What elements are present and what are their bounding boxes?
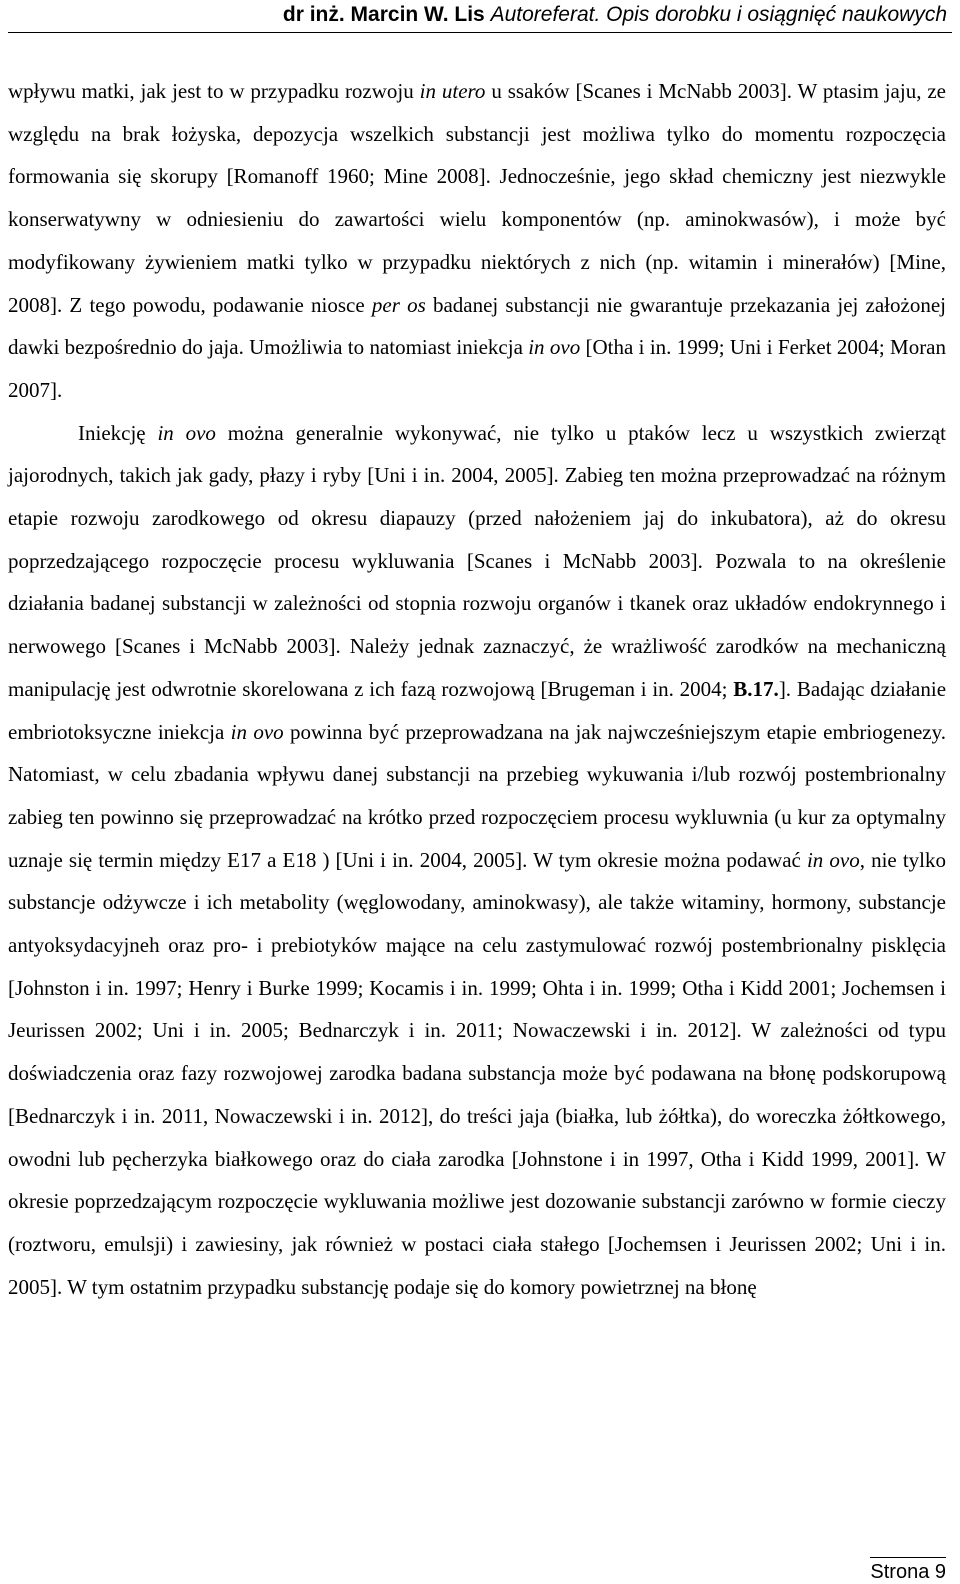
page-body [8,70,946,1308]
running-header [283,2,947,28]
italic-term: in utero [419,79,486,103]
text-run: można generalnie wykonywać, nie tylko u ptaków lecz u wszystkich zwierząt jajorodnych, takich jak gady, płazy i ryby [Uni i in. 2004, 2005]. Zabieg ten można przeprowadzać na różnym etapie rozwoju zarodkowego od okresu diapauzy (przed nałożeniem jaj do inkubatora), aż do okresu poprzedzającego rozpoczęcie procesu wykluwania [Scanes i McNabb 2003]. Pozwala to na określenie działania badanej substancji w zależności od stopnia rozwoju organów i tkanek oraz układów endokrynnego i nerwowego [Scanes i McNabb 2003]. Należy jednak zaznaczyć, że wrażliwość zarodków na mechaniczną manipulację jest odwrotnie skorelowana z ich fazą rozwojową [Brugeman i in. 2004; [8,420,946,701]
paragraph-2 [8,412,946,1309]
text-run: , nie tylko substancje odżywcze i ich metabolity (węglowodany, aminokwasy), ale także witaminy, hormony, substancje antyoksydacyjneh oraz pro- i prebiotyków mające na celu zastymulować rozwój postembrionalny pisklęcia [Johnston i in. 1997; Henry i Burke 1999; Kocamis i in. 1999; Ohta i in. 1999; Otha i Kidd 2001; Jochemsen i Jeurissen 2002; Uni i in. 2005; Bednarczyk i in. 2011; Nowaczewski i in. 2012]. W zależności od typu doświadczenia oraz fazy rozwojowej zarodka badana substancja może być podawana na błonę podskorupową [Bednarczyk i in. 2011, Nowaczewski i in. 2012], do treści jaja (białka, lub żółtka), do woreczka żółtkowego, owodni lub pęcherzyka białkowego oraz do ciała zarodka [Johnstone i in 1997, Otha i Kidd 1999, 2001]. W okresie poprzedzającym rozpoczęcie wykluwania możliwe jest dozowanie substancji zarówno w formie cieczy (roztworu, emulsji) i zawiesiny, jak również w postaci ciała stałego [Jochemsen i Jeurissen 2002; Uni i in. 2005]. W tym ostatnim przypadku substancję podaje się do komory powietrznej na błonę [8,847,946,1299]
paragraph-1 [8,70,946,412]
italic-term: in ovo [157,420,216,445]
header-divider [8,32,952,33]
text-run: wpływu matki, jak jest to w przypadku rozwoju [8,79,420,103]
bold-reference: B.17. [733,676,779,701]
italic-term: in ovo [230,719,284,744]
text-run: Iniekcję [78,420,158,445]
header-document-title: Autoreferat. Opis dorobku i osiągnięć naukowych [490,3,947,26]
italic-term: in ovo [806,847,860,872]
text-run: u ssaków [Scanes i McNabb 2003]. W ptasim jaju, ze względu na brak łożyska, depozycja wszelkich substancji jest możliwa tylko do momentu rozpoczęcia formowania się skorupy [Romanoff 1960; Mine 2008]. Jednocześnie, jego skład chemiczny jest niezwykle konserwatywny w odniesieniu do zawartości wielu komponentów (np. aminokwasów), i może być modyfikowany żywieniem matki tylko w przypadku niektórych z nich (np. witamin i minerałów) [Mine, 2008]. Z tego powodu, podawanie niosce [8,79,946,317]
italic-term: in ovo [528,335,581,360]
text-run: [Otha i in. 1999; Uni i Ferket 2004; Moran 2007]. [8,335,947,402]
text-run: ]. Badając działanie embriotoksyczne iniekcja [8,676,947,744]
italic-term: per os [371,292,426,317]
page-number-footer: Strona 9 [870,1557,946,1584]
text-run: badanej substancji nie gwarantuje przekazania jej założonej dawki bezpośrednio do jaja. Umożliwia to natomiast iniekcja [8,292,946,360]
text-run: powinna być przeprowadzana na jak najwcześniejszym etapie embriogenezy. Natomiast, w celu zbadania wpływu danej substancji na przebieg wykuwania i/lub rozwój postembrionalny zabieg ten powinno się przeprowadzać na krótko przed rozpoczęciem procesu wykluwnia (u kur za optymalny uznaje się termin między E17 a E18 ) [Uni i in. 2004, 2005]. W tym okresie można podawać [8,719,947,872]
header-author: dr inż. Marcin W. Lis [282,3,485,26]
